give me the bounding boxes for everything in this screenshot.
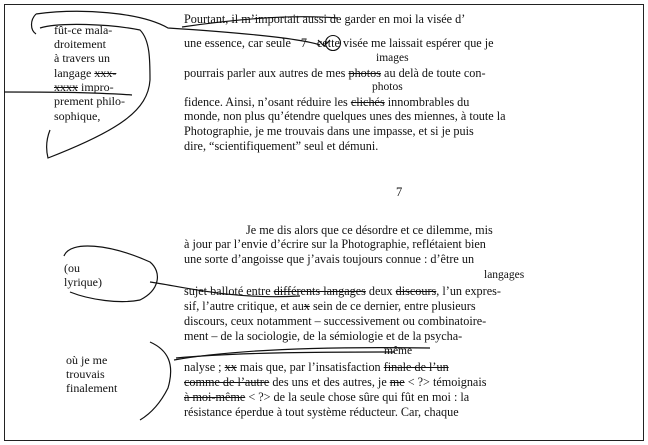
- para2-line-7: ment – de la sociologie, de la sémiologie et de la psycha-: [184, 329, 463, 343]
- para2-struck-me: me: [389, 375, 405, 389]
- para2-line-11: résistance éperdue à tout système réducteur. Car, chaque: [184, 405, 459, 419]
- margin-note-3-line-1: où je me: [66, 353, 108, 367]
- para2-struck-comme: comme de l’autre: [184, 375, 270, 389]
- margin-note-1-line-4: [54, 67, 116, 80]
- para1-line-5: monde, non plus qu’étendre quelques unes des miennes, à toute la: [184, 109, 506, 123]
- para1-line-1: Pourtant, il m’importait aussi de garder en moi la visée d’: [184, 12, 466, 26]
- margin-note-3-line-3: finalement: [66, 381, 118, 395]
- para2-line-5b: sein de ce dernier, entre plusieurs: [309, 299, 476, 313]
- para1-line-3a: pourrais parler aux autres de mes: [184, 66, 349, 80]
- section-number: 7: [396, 185, 403, 199]
- para2-line-3: une sorte d’angoisse que j’avais toujours connue : d’être un: [184, 252, 475, 266]
- margin-note-1-xxxx: xxxx: [54, 80, 78, 94]
- insertion-langages: langages: [484, 269, 525, 281]
- para1-line-4: [184, 95, 469, 109]
- para2-line-4: [184, 284, 501, 298]
- margin-note-1-line-6: prement philo-: [54, 94, 125, 108]
- para1-line-2a: une essence, car seule: [184, 36, 291, 50]
- margin-note-1-struck: xxx-: [94, 66, 117, 80]
- para2-line-9b: < ?> témoignais: [404, 375, 487, 389]
- para1-line-2b: cette visée me laissait espérer que je: [316, 36, 494, 50]
- para1-line-4b: innombrables du: [384, 95, 470, 109]
- margin-note-1-line-2: droitement: [54, 37, 106, 51]
- para2-line-2: à jour par l’envie d’écrire sur la Photographie, reflétaient bien: [184, 237, 486, 251]
- para2-line-6: discours, ceux notamment – successivement ou combinatoire-: [184, 314, 487, 328]
- margin-note-2-line-2: lyrique): [64, 275, 102, 289]
- insertion-photos: photos: [372, 81, 403, 93]
- para1-line-3: [184, 66, 486, 80]
- para1-line-2: [184, 36, 494, 50]
- para2-struck-xx: xx: [224, 360, 237, 374]
- para2-line-5a: sif, l’autre critique, et au: [184, 299, 304, 313]
- margin-note-1-line-7: sophique,: [54, 109, 101, 123]
- para2-line-5: [184, 299, 476, 313]
- para2-line-1: Je me dis alors que ce désordre et ce dilemme, mis: [246, 223, 493, 237]
- para2-line-4b: deux: [365, 284, 396, 298]
- para2-struck-x: x: [303, 299, 310, 313]
- para2-struck-finale: finale de l’un: [383, 360, 449, 374]
- circled-number: 7: [300, 36, 307, 50]
- margin-note-1-line-5: [54, 81, 114, 94]
- para2-struck-a-moi-meme: à moi-même: [184, 390, 246, 404]
- para2-line-8b: mais que, par l’insatisfaction: [236, 360, 384, 374]
- margin-note-1-impro: impro-: [78, 80, 114, 94]
- para2-line-10a: < ?> de la seule chose sûre qui fût en moi : la: [245, 390, 470, 404]
- margin-note-1-text: langage: [54, 66, 95, 80]
- para1-struck-cliches: clichés: [350, 95, 385, 109]
- para2-line-8a: nalyse ;: [184, 360, 225, 374]
- para2-struck-differents: différents langages: [273, 284, 366, 298]
- para2-line-9a: des uns et des autres, je: [269, 375, 390, 389]
- insertion-meme: même: [384, 345, 413, 357]
- para2-line-10: [184, 390, 469, 404]
- para1-line-4a: fidence. Ainsi, n’osant réduire les: [184, 95, 351, 109]
- para1-line-7: dire, “scientifiquement” seul et démuni.: [184, 139, 379, 153]
- para1-line-3b: au delà de toute con-: [380, 66, 486, 80]
- insertion-images: images: [376, 52, 409, 64]
- margin-note-2-line-1: (ou: [64, 261, 80, 275]
- para2-struck-discours: discours: [395, 284, 437, 298]
- margin-note-1-line-3: à travers un: [54, 51, 110, 65]
- para2-line-4a: sujet balloté entre: [184, 284, 274, 298]
- para1-line-6: Photographie, je me trouvais dans une impasse, et si je puis: [184, 124, 474, 138]
- para2-line-8: [184, 360, 449, 374]
- margin-note-1-line-1: fût-ce mala-: [54, 23, 113, 37]
- margin-note-3-line-2: trouvais: [66, 367, 105, 381]
- para1-struck-photos: photos: [348, 66, 381, 80]
- para2-line-9: [184, 375, 486, 389]
- para2-line-4c: , l’un expres-: [436, 284, 501, 298]
